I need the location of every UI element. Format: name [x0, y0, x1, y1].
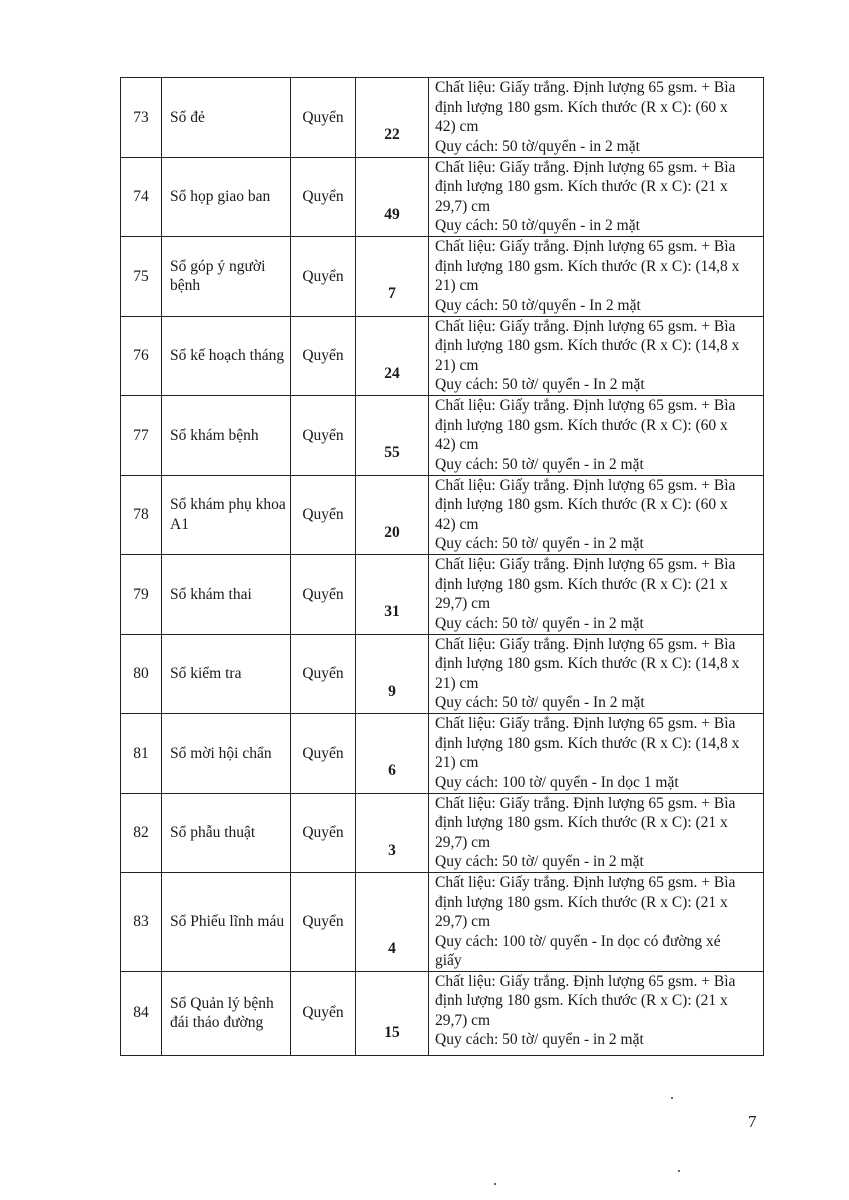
- specification-cell: [429, 396, 764, 476]
- table-row: [121, 475, 764, 555]
- specification-line: 21) cm: [435, 277, 479, 294]
- quantity-cell: 6: [356, 714, 429, 794]
- item-name-cell: Sổ họp giao ban: [162, 157, 291, 237]
- specification-line: Quy cách: 50 tờ/quyển - in 2 mặt: [435, 137, 640, 155]
- specification-line: Chất liệu: Giấy trắng. Định lượng 65 gsm. + Bìa: [435, 556, 736, 573]
- row-number-cell: 77: [121, 396, 162, 476]
- specification-line: Chất liệu: Giấy trắng. Định lượng 65 gsm. + Bìa: [435, 317, 736, 335]
- row-number-cell: 76: [121, 316, 162, 396]
- quantity-cell: 9: [356, 634, 429, 714]
- scan-speck: [494, 1183, 496, 1185]
- item-name-cell: Sổ đẻ: [162, 78, 291, 158]
- specification-line: Quy cách: 50 tờ/quyển - In 2 mặt: [435, 296, 641, 314]
- row-number-cell: 75: [121, 237, 162, 317]
- specification-line: định lượng 180 gsm. Kích thước (R x C): (21 x: [435, 575, 728, 593]
- specification-line: Quy cách: 50 tờ/ quyển - in 2 mặt: [435, 1031, 644, 1048]
- row-number-cell: 78: [121, 475, 162, 555]
- specification-line: định lượng 180 gsm. Kích thước (R x C): (14,8 x: [435, 655, 740, 672]
- row-number-cell: 83: [121, 873, 162, 972]
- table-row: [121, 555, 764, 635]
- specification-line: định lượng 180 gsm. Kích thước (R x C): (60 x: [435, 98, 728, 116]
- specification-line: Quy cách: 50 tờ/quyển - in 2 mặt: [435, 217, 640, 234]
- specification-cell: [429, 555, 764, 635]
- specification-line: Quy cách: 50 tờ/ quyển - in 2 mặt: [435, 853, 644, 870]
- quantity-cell: 3: [356, 793, 429, 873]
- specification-line: 29,7) cm: [435, 197, 491, 215]
- specification-line: định lượng 180 gsm. Kích thước (R x C): (21 x: [435, 893, 728, 911]
- row-number-cell: 84: [121, 971, 162, 1055]
- row-number-cell: 73: [121, 78, 162, 158]
- specification-line: Quy cách: 50 tờ/ quyển - in 2 mặt: [435, 614, 644, 632]
- unit-cell: Quyển: [291, 714, 356, 794]
- specification-line: định lượng 180 gsm. Kích thước (R x C): (14,8 x: [435, 734, 740, 752]
- table-row: [121, 316, 764, 396]
- unit-cell: Quyển: [291, 555, 356, 635]
- quantity-cell: 15: [356, 971, 429, 1055]
- unit-cell: Quyển: [291, 316, 356, 396]
- specification-line: 21) cm: [435, 356, 479, 374]
- specification-line: 29,7) cm: [435, 833, 491, 851]
- unit-cell: Quyển: [291, 793, 356, 873]
- table-row: [121, 78, 764, 158]
- item-table: [120, 77, 764, 1056]
- unit-cell: Quyển: [291, 634, 356, 714]
- specification-cell: [429, 157, 764, 237]
- specification-cell: [429, 873, 764, 972]
- unit-cell: Quyển: [291, 78, 356, 158]
- specification-line: định lượng 180 gsm. Kích thước (R x C): (14,8 x: [435, 257, 740, 275]
- quantity-cell: 4: [356, 873, 429, 972]
- quantity-cell: 7: [356, 237, 429, 317]
- specification-line: định lượng 180 gsm. Kích thước (R x C): (14,8 x: [435, 337, 740, 354]
- item-name-cell: Sổ Phiếu lĩnh máu: [162, 873, 291, 972]
- specification-line: 29,7) cm: [435, 1011, 491, 1029]
- table-row: [121, 971, 764, 1055]
- specification-line: Chất liệu: Giấy trắng. Định lượng 65 gsm. + Bìa: [435, 874, 736, 891]
- specification-line: Chất liệu: Giấy trắng. Định lượng 65 gsm. + Bìa: [435, 476, 736, 494]
- unit-cell: Quyển: [291, 475, 356, 555]
- unit-cell: Quyển: [291, 237, 356, 317]
- item-name-cell: Sổ khám bệnh: [162, 396, 291, 476]
- item-name-cell: Sổ kiểm tra: [162, 634, 291, 714]
- row-number-cell: 80: [121, 634, 162, 714]
- table-row: [121, 793, 764, 873]
- quantity-cell: 22: [356, 78, 429, 158]
- specification-line: Chất liệu: Giấy trắng. Định lượng 65 gsm. + Bìa: [435, 238, 736, 255]
- row-number-cell: 82: [121, 793, 162, 873]
- table-row: [121, 396, 764, 476]
- specification-line: Quy cách: 50 tờ/ quyển - in 2 mặt: [435, 535, 644, 552]
- row-number-cell: 81: [121, 714, 162, 794]
- specification-line: Chất liệu: Giấy trắng. Định lượng 65 gsm. + Bìa: [435, 972, 736, 990]
- specification-line: Chất liệu: Giấy trắng. Định lượng 65 gsm. + Bìa: [435, 715, 736, 732]
- specification-line: 42) cm: [435, 118, 479, 135]
- specification-cell: [429, 316, 764, 396]
- item-name-cell: Sổ kế hoạch tháng: [162, 316, 291, 396]
- specification-cell: [429, 714, 764, 794]
- specification-line: giấy: [435, 952, 462, 969]
- scan-speck: [671, 1097, 673, 1099]
- specification-line: 29,7) cm: [435, 595, 491, 612]
- specification-cell: [429, 971, 764, 1055]
- specification-line: Quy cách: 50 tờ/ quyển - In 2 mặt: [435, 694, 645, 711]
- specification-cell: [429, 237, 764, 317]
- specification-line: 29,7) cm: [435, 913, 491, 930]
- specification-cell: [429, 634, 764, 714]
- unit-cell: Quyển: [291, 971, 356, 1055]
- specification-line: Chất liệu: Giấy trắng. Định lượng 65 gsm. + Bìa: [435, 794, 736, 812]
- unit-cell: Quyển: [291, 396, 356, 476]
- table-row: [121, 634, 764, 714]
- scan-speck: [678, 1170, 680, 1172]
- specification-line: định lượng 180 gsm. Kích thước (R x C): (21 x: [435, 178, 728, 195]
- specification-line: 21) cm: [435, 754, 479, 771]
- quantity-cell: 49: [356, 157, 429, 237]
- specification-line: 42) cm: [435, 436, 479, 453]
- specification-line: định lượng 180 gsm. Kích thước (R x C): (60 x: [435, 496, 728, 513]
- item-name-cell: Sổ phẫu thuật: [162, 793, 291, 873]
- page-number: 7: [748, 1112, 757, 1131]
- table-row: [121, 237, 764, 317]
- item-name-cell: Sổ mời hội chẩn: [162, 714, 291, 794]
- specification-line: 21) cm: [435, 674, 479, 692]
- quantity-cell: 55: [356, 396, 429, 476]
- specification-line: Quy cách: 100 tờ/ quyển - In dọc 1 mặt: [435, 773, 679, 791]
- item-name-cell: Sổ góp ý người bệnh: [162, 237, 291, 317]
- table-row: [121, 157, 764, 237]
- row-number-cell: 79: [121, 555, 162, 635]
- unit-cell: Quyển: [291, 157, 356, 237]
- specification-line: 42) cm: [435, 515, 479, 533]
- table-row: [121, 714, 764, 794]
- specification-cell: [429, 78, 764, 158]
- item-name-cell: Sổ khám phụ khoa A1: [162, 475, 291, 555]
- specification-line: định lượng 180 gsm. Kích thước (R x C): (21 x: [435, 814, 728, 831]
- unit-cell: Quyển: [291, 873, 356, 972]
- specification-line: Chất liệu: Giấy trắng. Định lượng 65 gsm. + Bìa: [435, 79, 736, 96]
- specification-line: Chất liệu: Giấy trắng. Định lượng 65 gsm. + Bìa: [435, 158, 736, 176]
- specification-line: Quy cách: 50 tờ/ quyển - in 2 mặt: [435, 455, 644, 473]
- specification-line: định lượng 180 gsm. Kích thước (R x C): (21 x: [435, 992, 728, 1009]
- item-name-cell: Sổ Quản lý bệnh đái tháo đường: [162, 971, 291, 1055]
- item-table-body: [121, 78, 764, 1056]
- table-row: [121, 873, 764, 972]
- specification-line: Quy cách: 100 tờ/ quyển - In dọc có đường xé: [435, 932, 721, 950]
- quantity-cell: 24: [356, 316, 429, 396]
- specification-cell: [429, 793, 764, 873]
- specification-line: định lượng 180 gsm. Kích thước (R x C): (60 x: [435, 416, 728, 434]
- quantity-cell: 20: [356, 475, 429, 555]
- specification-line: Quy cách: 50 tờ/ quyển - In 2 mặt: [435, 376, 645, 393]
- row-number-cell: 74: [121, 157, 162, 237]
- item-name-cell: Sổ khám thai: [162, 555, 291, 635]
- specification-line: Chất liệu: Giấy trắng. Định lượng 65 gsm. + Bìa: [435, 635, 736, 653]
- quantity-cell: 31: [356, 555, 429, 635]
- specification-line: Chất liệu: Giấy trắng. Định lượng 65 gsm. + Bìa: [435, 397, 736, 414]
- specification-cell: [429, 475, 764, 555]
